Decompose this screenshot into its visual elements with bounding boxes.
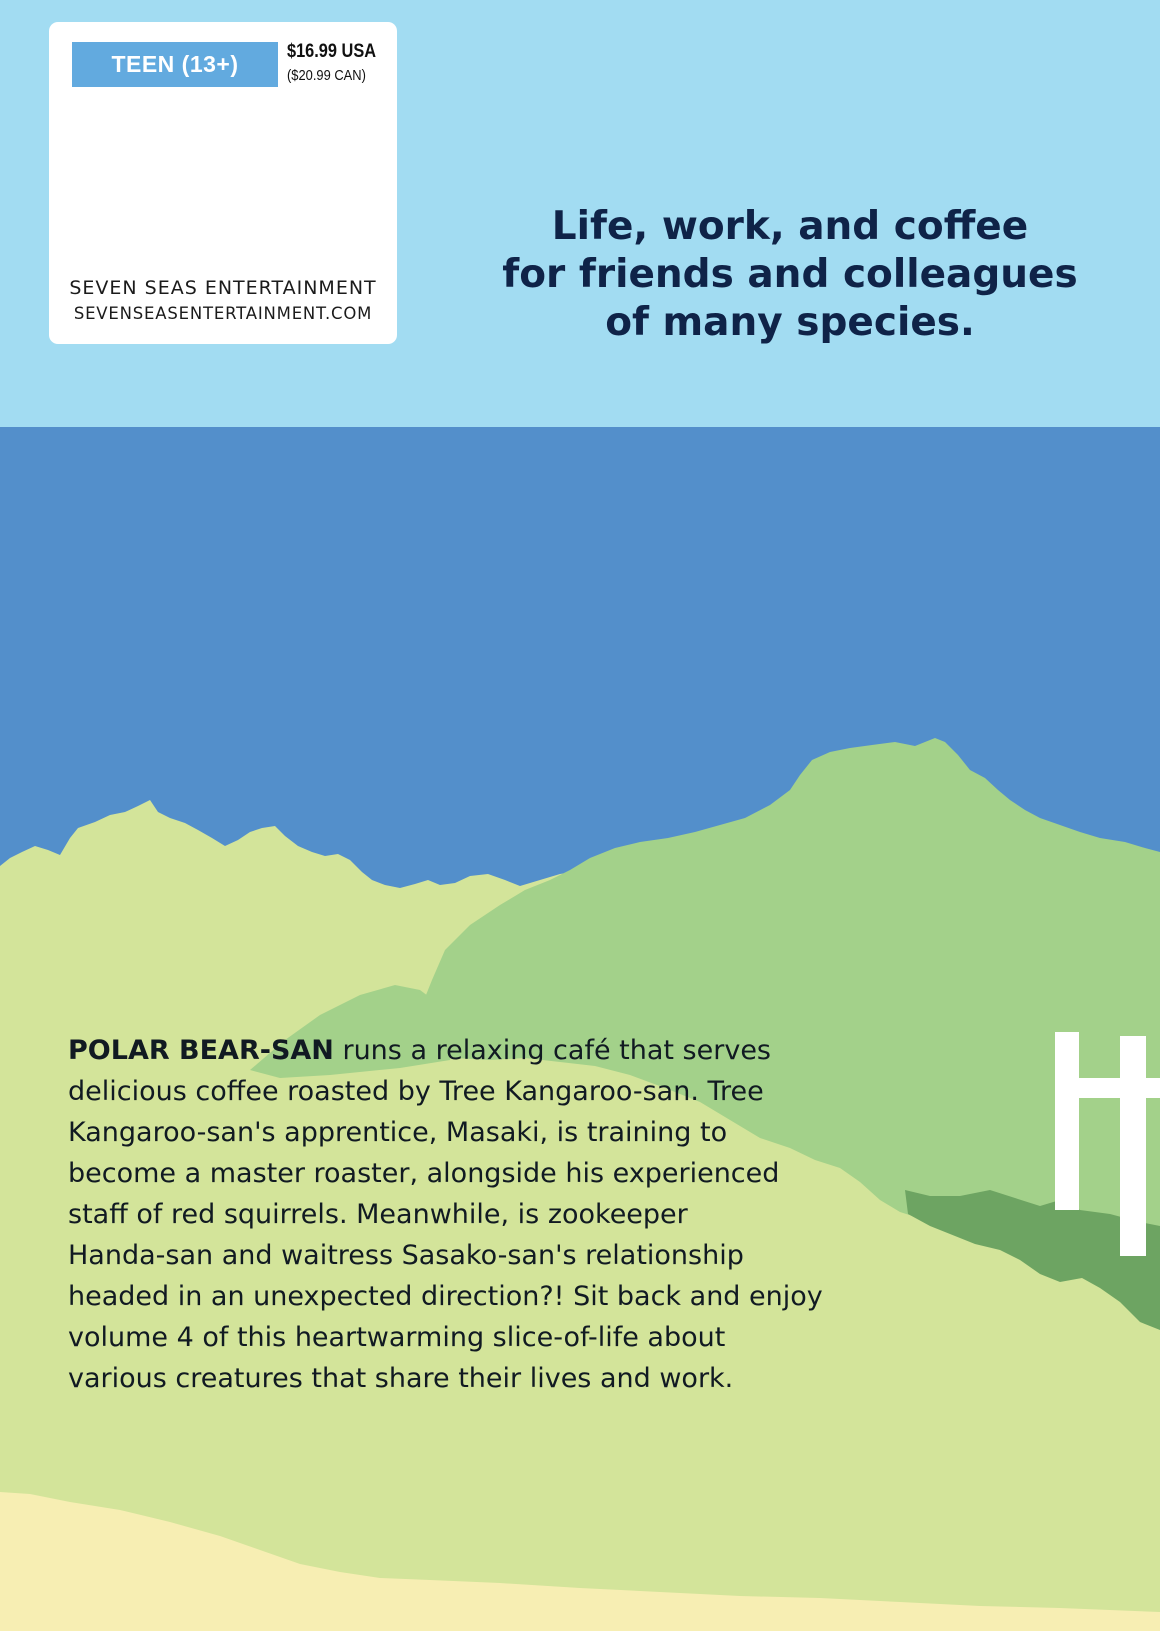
blurb-line-8: volume 4 of this heartwarming slice-of-life about xyxy=(68,1322,726,1353)
price-usd: $16.99 USA xyxy=(287,41,377,62)
blurb-line-7: headed in an unexpected direction?! Sit back and enjoy xyxy=(68,1281,823,1312)
price-can: ($20.99 CAN) xyxy=(287,67,366,84)
synopsis-blurb xyxy=(68,1030,908,1399)
blurb-line-3: Kangaroo-san's apprentice, Masaki, is training to xyxy=(68,1117,728,1148)
blurb-lead: POLAR BEAR-SAN xyxy=(68,1035,334,1066)
fence-post-left xyxy=(1055,1032,1079,1210)
tagline-line-3: of many species. xyxy=(605,300,975,345)
blurb-line-2: delicious coffee roasted by Tree Kangaroo-san. Tree xyxy=(68,1076,764,1107)
blurb-line-4: become a master roaster, alongside his experienced xyxy=(68,1158,780,1189)
publisher-url: SEVENSEASENTERTAINMENT.COM xyxy=(73,304,373,323)
publisher-name: SEVEN SEAS ENTERTAINMENT xyxy=(69,277,377,299)
fence-rail xyxy=(1076,1078,1160,1098)
rating-price-box xyxy=(49,22,397,344)
blurb-line-5: staff of red squirrels. Meanwhile, is zookeeper xyxy=(68,1199,688,1230)
tagline xyxy=(470,203,1110,347)
teen-rating-badge: TEEN (13+) xyxy=(72,42,278,87)
tagline-line-2: for friends and colleagues xyxy=(502,252,1078,297)
blurb-line-6: Handa-san and waitress Sasako-san's relationship xyxy=(68,1240,744,1271)
blurb-line-9: various creatures that share their lives and work. xyxy=(68,1363,734,1394)
blurb-line-1-text: runs a relaxing café that serves xyxy=(333,1035,771,1066)
fence-post-right xyxy=(1120,1036,1146,1256)
tagline-line-1: Life, work, and coffee xyxy=(551,204,1029,249)
blurb-line-1 xyxy=(68,1030,908,1071)
